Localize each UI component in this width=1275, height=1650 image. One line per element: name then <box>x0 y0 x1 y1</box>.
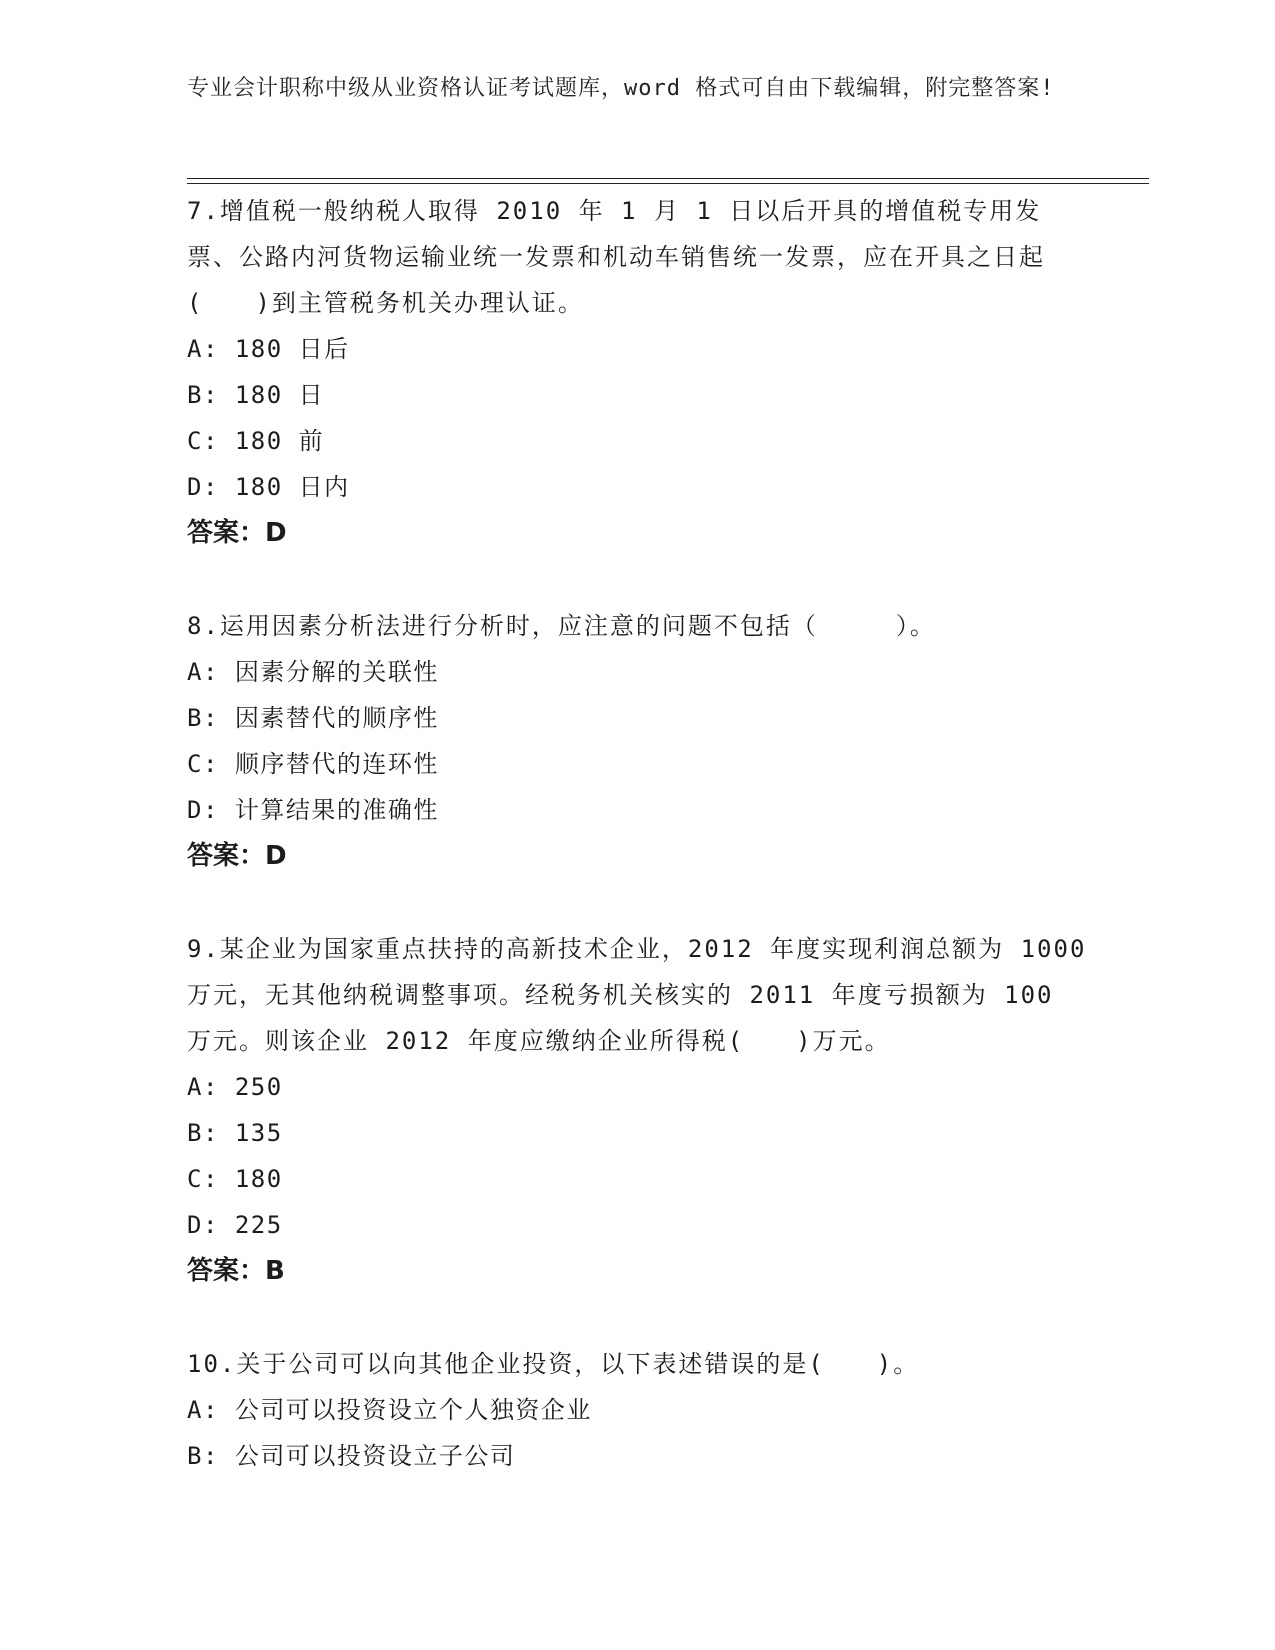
option-b: B: 公司可以投资设立子公司 <box>187 1442 516 1470</box>
page-header: 专业会计职称中级从业资格认证考试题库，word 格式可自由下载编辑，附完整答案! <box>187 76 1055 101</box>
option-a: A: 公司可以投资设立个人独资企业 <box>187 1396 592 1424</box>
option-a: A: 250 <box>187 1073 283 1101</box>
question-list <box>187 188 1103 1526</box>
question-stem: 8.运用因素分析法进行分析时，应注意的问题不包括（ ）。 <box>187 612 936 640</box>
option-a: A: 180 日后 <box>187 335 350 363</box>
answer: 答案：D <box>187 518 287 548</box>
answer: 答案：D <box>187 841 287 871</box>
option-d: D: 180 日内 <box>187 473 350 501</box>
option-c: C: 180 前 <box>187 427 325 455</box>
header-divider-top <box>187 178 1149 179</box>
option-d: D: 225 <box>187 1211 283 1239</box>
question-stem: 10.关于公司可以向其他企业投资，以下表述错误的是( )。 <box>187 1350 920 1378</box>
question-stem: 9.某企业为国家重点扶持的高新技术企业，2012 年度实现利润总额为 1000 万元，无其他纳税调整事项。经税务机关核实的 2011 年度亏损额为 100 万元。则该企业 2012 年度应缴纳企业所得税( )万元。 <box>187 935 1103 1055</box>
option-b: B: 180 日 <box>187 381 325 409</box>
option-c: C: 顺序替代的连环性 <box>187 750 439 778</box>
option-d: D: 计算结果的准确性 <box>187 796 439 824</box>
answer: 答案：B <box>187 1256 285 1286</box>
question-10 <box>187 1341 1087 1479</box>
option-b: B: 因素替代的顺序性 <box>187 704 439 732</box>
question-9 <box>187 926 1103 1294</box>
question-8 <box>187 603 1087 879</box>
option-b: B: 135 <box>187 1119 283 1147</box>
question-7 <box>187 188 1087 556</box>
option-c: C: 180 <box>187 1165 283 1193</box>
question-stem: 7.增值税一般纳税人取得 2010 年 1 月 1 日以后开具的增值税专用发票、公路内河货物运输业统一发票和机动车销售统一发票，应在开具之日起( )到主管税务机关办理认证。 <box>187 197 1045 317</box>
option-a: A: 因素分解的关联性 <box>187 658 439 686</box>
header-divider-bottom <box>187 183 1149 184</box>
